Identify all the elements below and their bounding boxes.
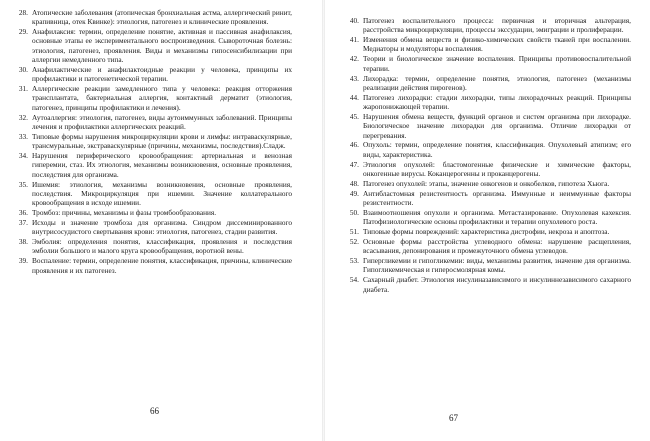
list-item xyxy=(10,27,292,64)
item-number: 33. xyxy=(18,131,28,141)
item-text: Исходы и значение тромбоза для организма. Синдром диссеминированного внутрисосудистого свертывания крови: этиология, патогенез, стадии развития. xyxy=(32,217,292,237)
list-item xyxy=(341,74,631,93)
list-item xyxy=(10,237,292,256)
list-item xyxy=(341,93,631,112)
list-item xyxy=(341,160,631,179)
list-item xyxy=(10,65,292,84)
item-text: Взаимоотношения опухоли и организма. Метастазирование. Опухолевая кахексия. Патофизиологические основы профилактики и терапии опухолевого роста. xyxy=(363,207,631,227)
item-text: Эмболия: определения понятия, классификация, проявления и последствия эмболии большого и малого круга кровообращения, воротной вены. xyxy=(32,237,292,256)
item-number: 28. xyxy=(18,8,28,17)
item-text: Опухоль: термин, определение понятия, классификация. Опухолевый атипизм; его виды, характеристика. xyxy=(363,140,631,159)
item-text: Аутоаллергия: этиология, патогенез, виды аутоиммунных заболеваний. Принципы лечения и профилактики аллергических реакций. xyxy=(32,112,292,131)
item-number: 34. xyxy=(18,151,28,161)
item-text: Ишемия: этиология, механизмы возникновения, основные проявления, последствия. Микроциркуляция при ишемии. Значение коллатерального кровообращения в исходе ишемии. xyxy=(32,179,292,208)
item-number: 46. xyxy=(349,140,359,150)
page-number-right: 67 xyxy=(449,413,458,423)
list-item xyxy=(10,151,292,179)
item-number: 30. xyxy=(18,64,28,74)
list-item xyxy=(341,140,631,159)
item-number: 38. xyxy=(18,237,28,247)
list-item xyxy=(10,180,292,208)
item-number: 31. xyxy=(18,84,28,94)
item-number: 39. xyxy=(18,256,28,266)
item-text: Сахарный диабет. Этиология инсулиназависимого и инсулиннезависимого сахарного диабета. xyxy=(363,275,631,294)
book-gutter xyxy=(322,0,325,441)
item-number: 50. xyxy=(349,207,359,217)
question-list-right xyxy=(341,16,631,295)
item-text: Основные формы расстройства углеводного обмена: нарушение расщепления, всасывания, депонирования и промежуточного обмена углеводов. xyxy=(363,236,631,256)
item-number: 47. xyxy=(349,159,359,169)
page-number-left: 66 xyxy=(150,406,159,416)
list-item xyxy=(10,256,292,275)
list-item xyxy=(341,54,631,73)
list-item xyxy=(341,16,631,35)
list-item xyxy=(341,227,631,236)
item-number: 44. xyxy=(349,92,359,102)
list-item xyxy=(341,189,631,208)
list-item xyxy=(10,113,292,132)
item-text: Воспаление: термин, определение понятия, классификация, причины, клинические проявления и их патогенез. xyxy=(32,256,292,275)
item-number: 40. xyxy=(349,16,359,25)
item-number: 45. xyxy=(349,111,359,121)
item-text: Этиология опухолей: бластомогенные физические и химические факторы, онкогенные вирусы. Коканцерогенны и проканцерогены. xyxy=(363,159,631,178)
item-number: 54. xyxy=(349,275,359,285)
list-item xyxy=(10,208,292,217)
item-text: Тромбоз: причины, механизмы и фазы тромбообразования. xyxy=(32,207,217,217)
item-text: Анафилаксия: термин, определение понятие, активная и пассивная анафилаксия, основные этапы ее экспериментального воспроизведения. Сывороточная болезнь: этиология, патогенез, проявления. Виды и механизмы гипосенсибилизации при аллергии немедленного типа. xyxy=(32,27,292,65)
item-number: 35. xyxy=(18,179,28,189)
item-text: Аллергические реакции замедленного типа у человека: реакция отторжения трансплантата, бактериальная аллергия, контактный дерматит (этиология, патогенез, принципы профилактики и лечения). xyxy=(32,84,292,112)
list-item xyxy=(10,218,292,237)
list-item xyxy=(10,132,292,151)
item-number: 43. xyxy=(349,73,359,83)
item-number: 48. xyxy=(349,178,359,188)
list-item xyxy=(341,112,631,140)
item-number: 42. xyxy=(349,54,359,64)
item-text: Гипергликемии и гипогликемии: виды, механизмы развития, значение для организма. Гипогликемическая и гиперосмолярная комы. xyxy=(363,256,631,275)
list-item xyxy=(341,179,631,188)
question-list-left xyxy=(10,8,292,275)
item-text: Нарушения периферического кровообращения: артериальная и венозная гиперемии, стаз. Их этиология, механизмы возникновения, основные проявления, последствия для организма. xyxy=(32,151,292,179)
item-number: 32. xyxy=(18,112,28,122)
list-item xyxy=(10,8,292,27)
list-item xyxy=(341,256,631,275)
item-number: 52. xyxy=(349,236,359,246)
list-item xyxy=(341,237,631,256)
item-text: Типовые формы нарушения микроциркуляции крови и лимфы: интраваскулярные, трансмуральные, экстраваскулярные (причины, механизмы, последствия).Сладж. xyxy=(32,131,292,151)
item-number: 36. xyxy=(18,207,28,217)
list-item xyxy=(341,275,631,294)
item-text: Теории и биологическое значение воспаления. Принципы противовоспалительной терапии. xyxy=(363,54,631,73)
item-text: Патогенез опухолей: этапы, значение онкогенов и онкобелков, гипотеза Хьюга. xyxy=(363,178,610,188)
item-number: 29. xyxy=(18,27,28,37)
item-number: 41. xyxy=(349,35,359,45)
item-text: Изменения обмена веществ и физико-химических свойств тканей при воспалении. Медиаторы и модуляторы воспаления. xyxy=(363,35,631,54)
item-text: Анафилактические и анафилактоидные реакции у человека, принципы их профилактики и патогенетической терапии. xyxy=(32,64,292,84)
item-number: 53. xyxy=(349,256,359,266)
item-text: Типовые формы повреждений: характеристика дистрофии, некроза и апоптоза. xyxy=(363,227,610,237)
item-text: Патогенез лихорадки: стадии лихорадки, типы лихорадочных реакций. Принципы жаропонижающей терапии. xyxy=(363,92,631,112)
item-text: Антибластомная резистентность организма. Иммунные и неиммунные факторы резистентности. xyxy=(363,188,631,207)
item-number: 37. xyxy=(18,217,28,227)
list-item xyxy=(10,84,292,112)
item-number: 51. xyxy=(349,227,359,237)
item-text: Патогенез воспалительного процесса: первичная и вторичная альтерация, расстройства микроциркуляции, процессы экссудации, эмиграции и пролиферации. xyxy=(363,16,631,35)
item-text: Атопические заболевания (атопическая бронхиальная астма, аллергический ринит, крапивница, отек Квинке): этиология, патогенез и клинические проявления. xyxy=(32,8,292,27)
item-text: Лихорадка: термин, определение понятия, этиология, патогенез (механизмы реализации действия пирогенов). xyxy=(363,73,631,92)
list-item xyxy=(341,35,631,54)
item-text: Нарушения обмена веществ, функций органов и систем организма при лихорадке. Биологическое значение лихорадки для организма. Отличие лихорадки от перегревания. xyxy=(363,111,631,140)
item-number: 49. xyxy=(349,188,359,198)
list-item xyxy=(341,208,631,227)
